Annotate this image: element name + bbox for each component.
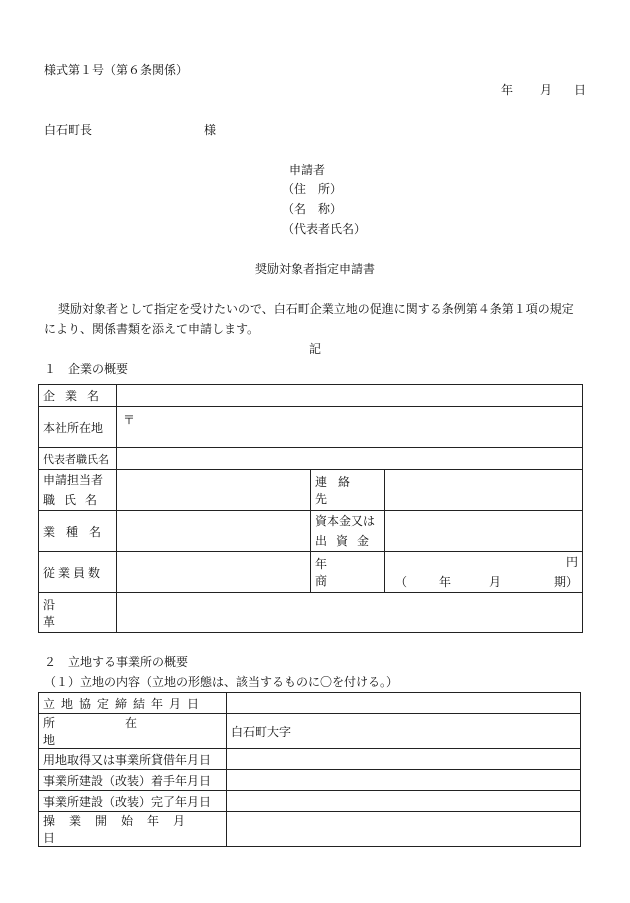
date-year-label: 年 [501,83,514,97]
label-contact: 連絡先 [311,470,385,511]
label-contact-person-line1: 申請担当者 [43,473,104,487]
label-head-office: 本社所在地 [39,407,117,448]
period-open: （ [395,575,408,589]
value-operation-start-date[interactable] [227,812,581,847]
value-construction-complete-date[interactable] [227,791,581,812]
applicant-name-label: （名 称） [282,202,343,216]
value-capital[interactable] [385,511,583,552]
facility-overview-table [38,692,581,847]
value-contact-person[interactable] [117,470,311,511]
section2-subheading: （１）立地の内容（立地の形態は、該当するものに〇を付ける。） [44,675,399,689]
sales-yen-unit: 円 [565,555,578,569]
label-construction-complete-date: 事業所建設（改装）完了年月日 [39,791,227,812]
label-capital-line1: 資本金又は [315,514,376,528]
value-contact[interactable] [385,470,583,511]
value-construction-start-date[interactable] [227,770,581,791]
label-location [39,714,227,749]
label-capital [311,511,385,552]
label-agreement-date-text: 立地協定締結年月日 [43,696,206,711]
label-company-name [39,385,117,407]
company-overview-table [38,384,583,633]
value-company-name[interactable] [117,385,583,407]
period-term: 期） [553,575,578,589]
addressee-honorific: 様 [204,123,217,137]
label-construction-start-date: 事業所建設（改装）着手年月日 [39,770,227,791]
body-line-1: 奨励対象者として指定を受けたいので、白石町企業立地の促進に関する条例第４条第１項の規定 [58,302,574,316]
value-sales[interactable] [385,552,583,593]
section1-heading: １ 企業の概要 [44,362,129,376]
label-history: 沿革 [39,593,117,633]
value-head-office[interactable] [117,407,583,448]
addressee-name: 白石町長 [44,123,93,137]
label-industry: 業種名 [39,511,117,552]
label-employees: 従業員数 [39,552,117,593]
document-title: 奨励対象者指定申請書 [254,262,375,276]
label-representative: 代表者職氏名 [39,448,117,470]
period-year: 年 [439,575,452,589]
form-number: 様式第１号（第６条関係） [44,63,189,77]
value-location[interactable]: 白石町大字 [227,714,581,749]
applicant-representative-label: （代表者氏名） [282,222,367,236]
value-agreement-date[interactable] [227,693,581,714]
section2-heading: ２ 立地する事業所の概要 [44,655,189,669]
label-contact-person-line2: 職氏名 [43,493,107,507]
date-day-label: 日 [574,83,587,97]
value-land-acquisition-date[interactable] [227,749,581,770]
body-line-2: により、関係書類を添えて申請します。 [44,322,260,336]
label-company-name-text: 企業名 [43,389,110,403]
label-operation-start-date [39,812,227,847]
value-employees[interactable] [117,552,311,593]
value-history[interactable] [117,593,583,633]
applicant-address-label: （住 所） [282,182,343,196]
applicant-label: 申請者 [289,163,326,177]
ki-label: 記 [308,342,321,356]
postal-mark: 〒 [123,413,136,427]
label-operation-start-date-text: 操業開始年月日 [43,814,200,845]
period-month: 月 [489,575,502,589]
label-location-text: 所在地 [43,716,208,747]
date-month-label: 月 [540,83,553,97]
label-land-acquisition-date: 用地取得又は事業所貸借年月日 [39,749,227,770]
label-capital-line2: 出資金 [315,534,379,548]
value-representative[interactable] [117,448,583,470]
value-industry[interactable] [117,511,311,552]
sales-period [389,572,578,592]
label-contact-person [39,470,117,511]
label-sales: 年商 [311,552,385,593]
label-agreement-date [39,693,227,714]
